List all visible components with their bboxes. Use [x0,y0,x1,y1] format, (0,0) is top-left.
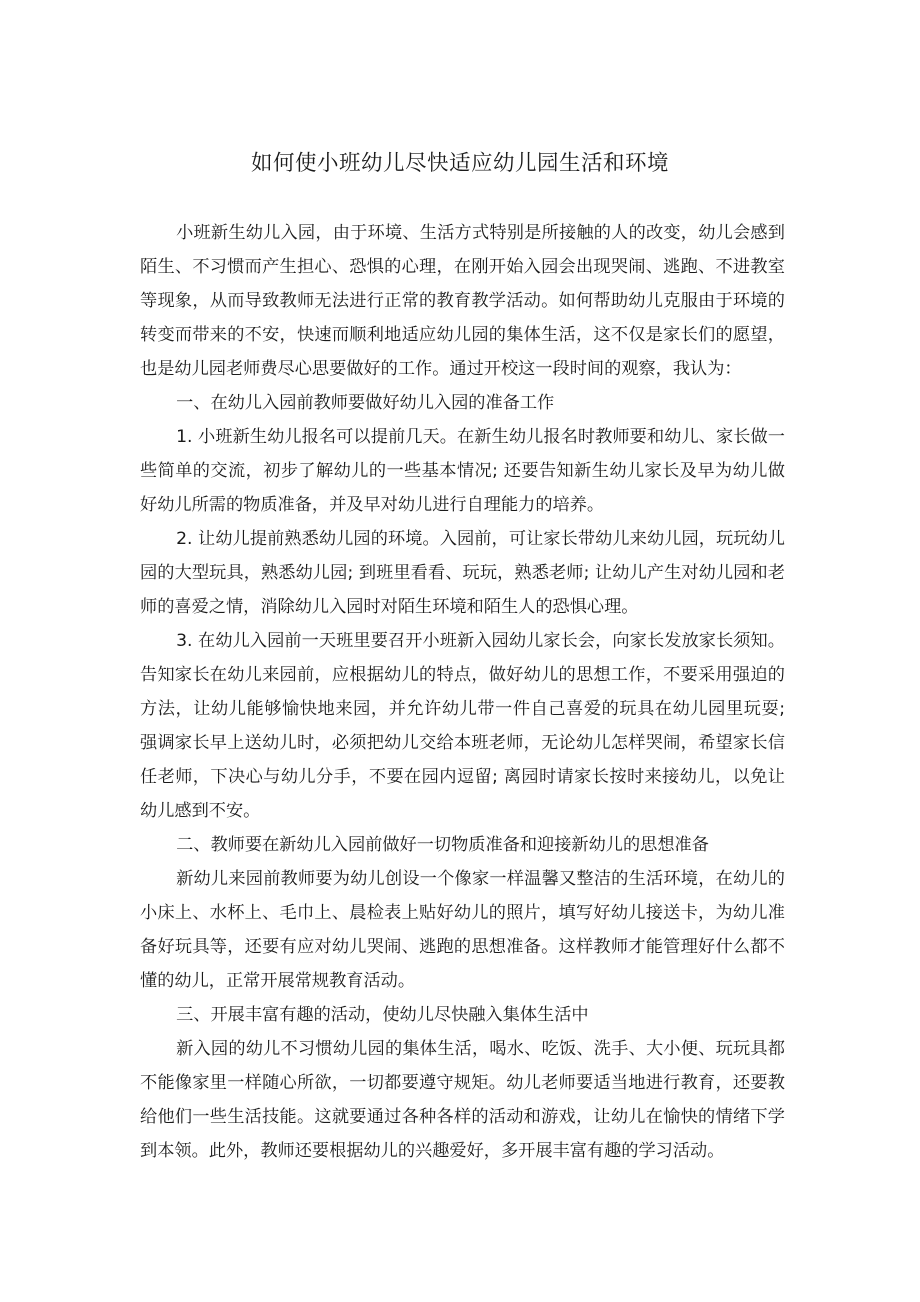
section-heading-3: 三、开展丰富有趣的活动，使幼儿尽快融入集体生活中 [176,1005,589,1025]
list-item-1: 1. 小班新生幼儿报名可以提前几天。在新生幼儿报名时教师要和幼儿、家长做一些简单的交流，初步了解幼儿的一些基本情况; 还要告知新生幼儿家长及早为幼儿做好幼儿所需的物质准备，并及早对幼儿进行自理能力的培养。 [140,427,785,515]
section-2-paragraph: 新幼儿来园前教师要为幼儿创设一个像家一样温馨又整洁的生活环境，在幼儿的小床上、水杯上、毛巾上、晨检表上贴好幼儿的照片，填写好幼儿接送卡，为幼儿准备好玩具等，还要有应对幼儿哭闹、逃跑的思想准备。这样教师才能管理好什么都不懂的幼儿，正常开展常规教育活动。 [140,869,785,991]
section-heading-2: 二、教师要在新幼儿入园前做好一切物质准备和迎接新幼儿的思想准备 [176,835,709,855]
section-3-paragraph: 新入园的幼儿不习惯幼儿园的集体生活，喝水、吃饭、洗手、大小便、玩玩具都不能像家里一样随心所欲，一切都要遵守规矩。幼儿老师要适当地进行教育，还要教给他们一些生活技能。这就要通过各种各样的活动和游戏，让幼儿在愉快的情绪下学到本领。此外，教师还要根据幼儿的兴趣爱好，多开展丰富有趣的学习活动。 [140,1039,785,1161]
section-heading-1: 一、在幼儿入园前教师要做好幼儿入园的准备工作 [176,393,555,413]
list-item-2: 2. 让幼儿提前熟悉幼儿园的环境。入园前，可让家长带幼儿来幼儿园，玩玩幼儿园的大型玩具，熟悉幼儿园; 到班里看看、玩玩，熟悉老师; 让幼儿产生对幼儿园和老师的喜爱之情，消除幼儿入园时对陌生环境和陌生人的恐惧心理。 [140,529,785,617]
document-title: 如何使小班幼儿尽快适应幼儿园生活和环境 [250,151,669,176]
document-body [140,216,785,1168]
intro-paragraph: 小班新生幼儿入园，由于环境、生活方式特别是所接触的人的改变，幼儿会感到陌生、不习惯而产生担心、恐惧的心理，在刚开始入园会出现哭闹、逃跑、不进教室等现象，从而导致教师无法进行正常的教育教学活动。如何帮助幼儿克服由于环境的转变而带来的不安，快速而顺利地适应幼儿园的集体生活，这不仅是家长们的愿望，也是幼儿园老师费尽心思要做好的工作。通过开校这一段时间的观察，我认为： [140,223,785,379]
list-item-3: 3. 在幼儿入园前一天班里要召开小班新入园幼儿家长会，向家长发放家长须知。告知家长在幼儿来园前，应根据幼儿的特点，做好幼儿的思想工作，不要采用强迫的方法，让幼儿能够愉快地来园，并允许幼儿带一件自己喜爱的玩具在幼儿园里玩耍; 强调家长早上送幼儿时，必须把幼儿交给本班老师，无论幼儿怎样哭闹，希望家长信任老师，下决心与幼儿分手，不要在园内逗留; 离园时请家长按时来接幼儿，以免让幼儿感到不安。 [140,631,785,821]
